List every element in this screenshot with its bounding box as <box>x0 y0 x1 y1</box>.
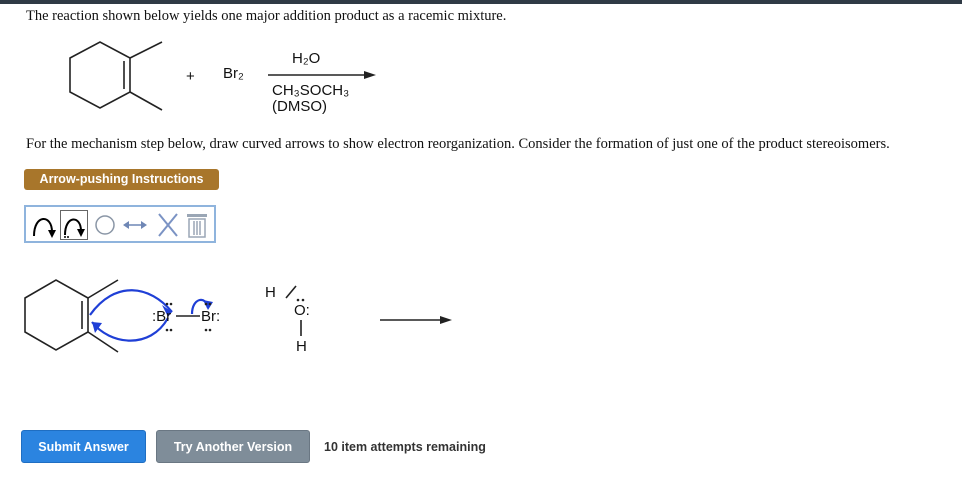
arrow-pushing-instructions-button[interactable]: Arrow-pushing Instructions <box>24 169 219 190</box>
radical-circle-icon[interactable] <box>92 210 118 240</box>
water-oxygen-atom: O: <box>294 302 310 319</box>
delete-x-icon[interactable] <box>154 210 182 240</box>
condition-dmso: (DMSO) <box>272 98 327 115</box>
single-curved-arrow-icon[interactable] <box>60 210 88 240</box>
mechanism-drawing <box>0 260 962 370</box>
trash-icon[interactable] <box>184 210 210 240</box>
condition-water: H₂O <box>292 50 321 67</box>
bromine-right-atom: Br: <box>201 308 221 325</box>
instruction-text: For the mechanism step below, draw curved arrows to show electron reorganization. Consider the formation of just one of the product stereoisomers. <box>26 136 890 152</box>
bromine-reagent: Br₂ <box>223 65 244 82</box>
plus-sign: + <box>186 68 195 85</box>
condition-dmso-formula: CH₃SOCH₃ <box>272 82 350 99</box>
water-hydrogen-top: H <box>265 284 276 301</box>
submit-answer-button[interactable]: Submit Answer <box>21 430 146 463</box>
reactant-structure <box>0 30 962 130</box>
top-bar <box>0 0 962 4</box>
mechanism-canvas[interactable] <box>0 260 962 370</box>
water-hydrogen-bottom: H <box>296 338 307 355</box>
resonance-arrow-icon[interactable] <box>120 210 150 240</box>
question-text: The reaction shown below yields one major addition product as a racemic mixture. <box>26 8 507 24</box>
try-another-version-button[interactable]: Try Another Version <box>156 430 310 463</box>
bromine-left-atom: :Br <box>152 308 172 325</box>
reaction-scheme <box>0 30 962 130</box>
drawing-toolbar <box>24 205 216 243</box>
double-curved-arrow-icon[interactable] <box>30 210 58 240</box>
attempts-remaining-text: 10 item attempts remaining <box>324 440 486 454</box>
